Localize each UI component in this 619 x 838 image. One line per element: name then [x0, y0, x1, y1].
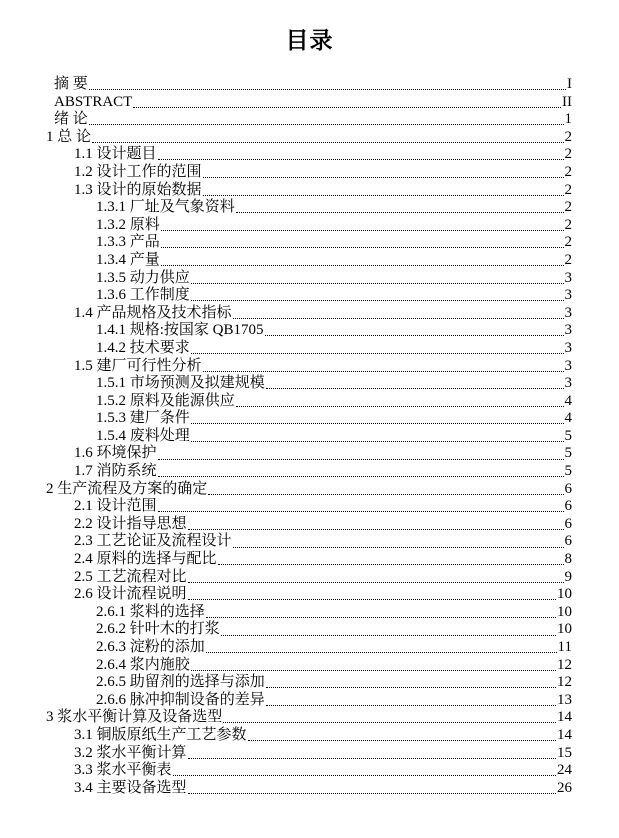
toc-leader-dots: [265, 335, 564, 336]
toc-entry-page: I: [567, 76, 572, 92]
toc-entry-label: 3.4 主要设备选型: [74, 779, 187, 796]
toc-entry-page: 13: [557, 691, 572, 708]
toc-row[interactable]: [0, 569, 572, 587]
toc-entry-page: 6: [564, 533, 572, 550]
toc-leader-dots: [188, 758, 556, 759]
toc-entry-label: 1.2 设计工作的范围: [74, 163, 202, 180]
toc-row[interactable]: [0, 639, 572, 657]
toc-leader-dots: [266, 388, 564, 389]
toc-entry-page: 3: [564, 269, 572, 286]
toc-row[interactable]: [0, 604, 572, 622]
toc-entry-label: 1.3 设计的原始数据: [74, 181, 202, 198]
toc-entry-page: 5: [564, 445, 572, 462]
toc-leader-dots: [221, 635, 556, 636]
toc-row[interactable]: [0, 551, 572, 569]
toc-leader-dots: [158, 511, 564, 512]
toc-entry-page: 2: [564, 181, 572, 198]
toc-leader-dots: [236, 406, 564, 407]
toc-entry-label: 1.3.1 厂址及气象资料: [96, 199, 235, 216]
toc-leader-dots: [206, 617, 556, 618]
toc-entry-page: 6: [564, 480, 572, 497]
toc-leader-dots: [203, 371, 564, 372]
toc-row[interactable]: [0, 305, 572, 323]
toc-leader-dots: [191, 670, 556, 671]
toc-entry-label: 1.6 环境保护: [74, 445, 157, 462]
toc-row[interactable]: [0, 164, 572, 182]
toc-leader-dots: [203, 177, 564, 178]
toc-entry-page: 4: [564, 410, 572, 427]
toc-entry-label: 3.1 铜版原纸生产工艺参数: [74, 726, 247, 743]
toc-entry-page: 2: [564, 128, 572, 145]
toc-entry-label: 1.3.4 产量: [96, 251, 160, 268]
toc-row[interactable]: [0, 762, 572, 780]
toc-leader-dots: [266, 687, 556, 688]
toc-row[interactable]: [0, 621, 572, 639]
toc-entry-page: 10: [557, 603, 572, 620]
toc-row[interactable]: [0, 481, 572, 499]
toc-entry-page: 3: [564, 357, 572, 374]
toc-entry-label: 3.3 浆水平衡表: [74, 762, 172, 779]
toc-row[interactable]: [0, 745, 572, 763]
toc-entry-page: 2: [564, 163, 572, 180]
toc-entry-label: 1.4.2 技术要求: [96, 339, 190, 356]
toc-entry-page: 3: [564, 322, 572, 339]
toc-entry-label: 绪 论: [54, 111, 88, 128]
toc-leader-dots: [89, 89, 566, 90]
toc-leader-dots: [191, 441, 564, 442]
toc-entry-page: 3: [564, 287, 572, 304]
toc-entry-page: 3: [564, 304, 572, 321]
toc-row[interactable]: [0, 498, 572, 516]
toc-leader-dots: [158, 476, 564, 477]
toc-row[interactable]: [0, 445, 572, 463]
toc-leader-dots: [208, 494, 563, 495]
toc-entry-label: 1.5.1 市场预测及拟建规模: [96, 375, 265, 392]
toc-row[interactable]: [0, 217, 572, 235]
toc-leader-dots: [233, 547, 564, 548]
toc-entry-label: 1.4.1 规格:按国家 QB1705: [96, 322, 264, 339]
toc-entry-label: 1.7 消防系统: [74, 463, 157, 480]
toc-entry-page: 24: [557, 762, 572, 779]
toc-entry-page: 15: [557, 744, 572, 761]
toc-leader-dots: [236, 212, 564, 213]
toc-entry-page: 10: [557, 621, 572, 638]
toc-row[interactable]: [0, 234, 572, 252]
toc-row[interactable]: [0, 709, 572, 727]
toc-row[interactable]: [0, 393, 572, 411]
toc-entry-label: 1.3.5 动力供应: [96, 269, 190, 286]
toc-entry-page: 9: [564, 568, 572, 585]
toc-row[interactable]: [0, 780, 572, 798]
toc-entry-page: 2: [564, 251, 572, 268]
toc-entry-label: 1.5.3 建厂条件: [96, 410, 190, 427]
toc-entry-label: 2.4 原料的选择与配比: [74, 551, 217, 568]
toc-leader-dots: [191, 300, 564, 301]
toc-row[interactable]: [0, 428, 572, 446]
toc-entry-label: 2.6.6 脉冲抑制设备的差异: [96, 691, 265, 708]
toc-entry-page: 12: [557, 674, 572, 691]
toc-entry-label: 2.6.3 淀粉的添加: [96, 639, 205, 655]
toc-leader-dots: [233, 318, 564, 319]
toc-row[interactable]: [0, 182, 572, 200]
toc-entry-page: 6: [564, 515, 572, 532]
toc-list: [0, 76, 572, 797]
toc-entry-label: 2.5 工艺流程对比: [74, 568, 187, 585]
toc-entry-page: 2: [564, 199, 572, 216]
toc-leader-dots: [188, 582, 564, 583]
toc-row[interactable]: [0, 94, 572, 112]
toc-entry-label: 1.3.3 产品: [96, 234, 160, 251]
toc-row[interactable]: [0, 463, 572, 481]
toc-entry-page: 2: [564, 146, 572, 163]
toc-row[interactable]: [0, 375, 572, 393]
toc-entry-label: 2.6.4 浆内施胶: [96, 656, 190, 673]
toc-row[interactable]: [0, 322, 572, 340]
toc-row[interactable]: [0, 287, 572, 305]
toc-row[interactable]: [0, 199, 572, 217]
toc-leader-dots: [158, 459, 564, 460]
toc-leader-dots: [188, 793, 556, 794]
toc-entry-label: 2.2 设计指导思想: [74, 515, 187, 532]
toc-entry-label: 2.6.5 助留剂的选择与添加: [96, 674, 265, 691]
toc-entry-page: 2: [564, 216, 572, 233]
toc-entry-page: 11: [557, 639, 572, 655]
toc-entry-label: 1.4 产品规格及技术指标: [74, 304, 232, 321]
toc-entry-label: 2.6.1 浆料的选择: [96, 603, 205, 620]
toc-entry-page: 5: [564, 463, 572, 480]
toc-row[interactable]: [0, 533, 572, 551]
toc-row[interactable]: [0, 129, 572, 147]
toc-entry-label: 摘 要: [54, 76, 88, 92]
toc-entry-label: 1.3.2 原料: [96, 216, 160, 233]
toc-leader-dots: [191, 353, 564, 354]
toc-row[interactable]: [0, 657, 572, 675]
toc-row[interactable]: [0, 516, 572, 534]
toc-entry-page: 2: [564, 234, 572, 251]
toc-row[interactable]: [0, 410, 572, 428]
toc-leader-dots: [161, 265, 564, 266]
toc-leader-dots: [188, 529, 564, 530]
toc-row[interactable]: [0, 586, 572, 604]
toc-entry-page: 8: [564, 551, 572, 568]
toc-entry-page: 26: [557, 779, 572, 796]
toc-entry-label: 1.5.2 原料及能源供应: [96, 392, 235, 409]
toc-entry-label: 2.6 设计流程说明: [74, 586, 187, 603]
toc-row[interactable]: [0, 340, 572, 358]
toc-entry-page: 10: [557, 586, 572, 603]
toc-leader-dots: [89, 124, 564, 125]
toc-row[interactable]: [0, 146, 572, 164]
toc-entry-label: 1.1 设计题目: [74, 146, 157, 163]
toc-entry-page: 3: [564, 339, 572, 356]
toc-entry-label: 2.6.2 针叶木的打浆: [96, 621, 220, 638]
toc-entry-page: 1: [564, 111, 572, 128]
toc-entry-label: ABSTRACT: [54, 93, 133, 110]
toc-leader-dots: [158, 159, 564, 160]
page-title: 目录: [285, 27, 334, 53]
toc-row[interactable]: [0, 674, 572, 692]
toc-row[interactable]: [0, 270, 572, 288]
toc-entry-page: 6: [564, 498, 572, 515]
toc-row[interactable]: [0, 358, 572, 376]
toc-entry-label: 1 总 论: [46, 128, 92, 145]
toc-entry-label: 2.1 设计范围: [74, 498, 157, 515]
toc-leader-dots: [206, 652, 557, 653]
toc-entry-label: 1.5.4 废料处理: [96, 427, 190, 444]
toc-leader-dots: [161, 230, 564, 231]
toc-entry-label: 3 浆水平衡计算及设备选型: [46, 709, 223, 726]
toc-row[interactable]: [0, 727, 572, 745]
toc-leader-dots: [173, 775, 556, 776]
toc-entry-page: 14: [557, 726, 572, 743]
toc-leader-dots: [191, 423, 564, 424]
toc-entry-label: 2.3 工艺论证及流程设计: [74, 533, 232, 550]
toc-row[interactable]: [0, 111, 572, 129]
toc-entry-label: 3.2 浆水平衡计算: [74, 744, 187, 761]
toc-leader-dots: [203, 195, 564, 196]
toc-leader-dots: [218, 564, 564, 565]
toc-entry-page: 5: [564, 427, 572, 444]
toc-row[interactable]: [0, 76, 572, 94]
toc-entry-label: 2 生产流程及方案的确定: [46, 480, 208, 497]
toc-row[interactable]: [0, 692, 572, 710]
toc-entry-label: 1.3.6 工作制度: [96, 287, 190, 304]
toc-entry-page: 4: [564, 392, 572, 409]
toc-leader-dots: [133, 107, 561, 108]
toc-leader-dots: [266, 705, 556, 706]
toc-entry-page: 12: [557, 656, 572, 673]
toc-leader-dots: [188, 599, 556, 600]
toc-entry-page: 14: [557, 709, 572, 726]
toc-leader-dots: [248, 740, 556, 741]
toc-row[interactable]: [0, 252, 572, 270]
toc-leader-dots: [223, 722, 556, 723]
toc-entry-page: II: [562, 93, 572, 110]
toc-leader-dots: [161, 247, 564, 248]
toc-leader-dots: [191, 283, 564, 284]
toc-entry-label: 1.5 建厂可行性分析: [74, 357, 202, 374]
toc-entry-page: 3: [564, 375, 572, 392]
toc-leader-dots: [92, 142, 563, 143]
